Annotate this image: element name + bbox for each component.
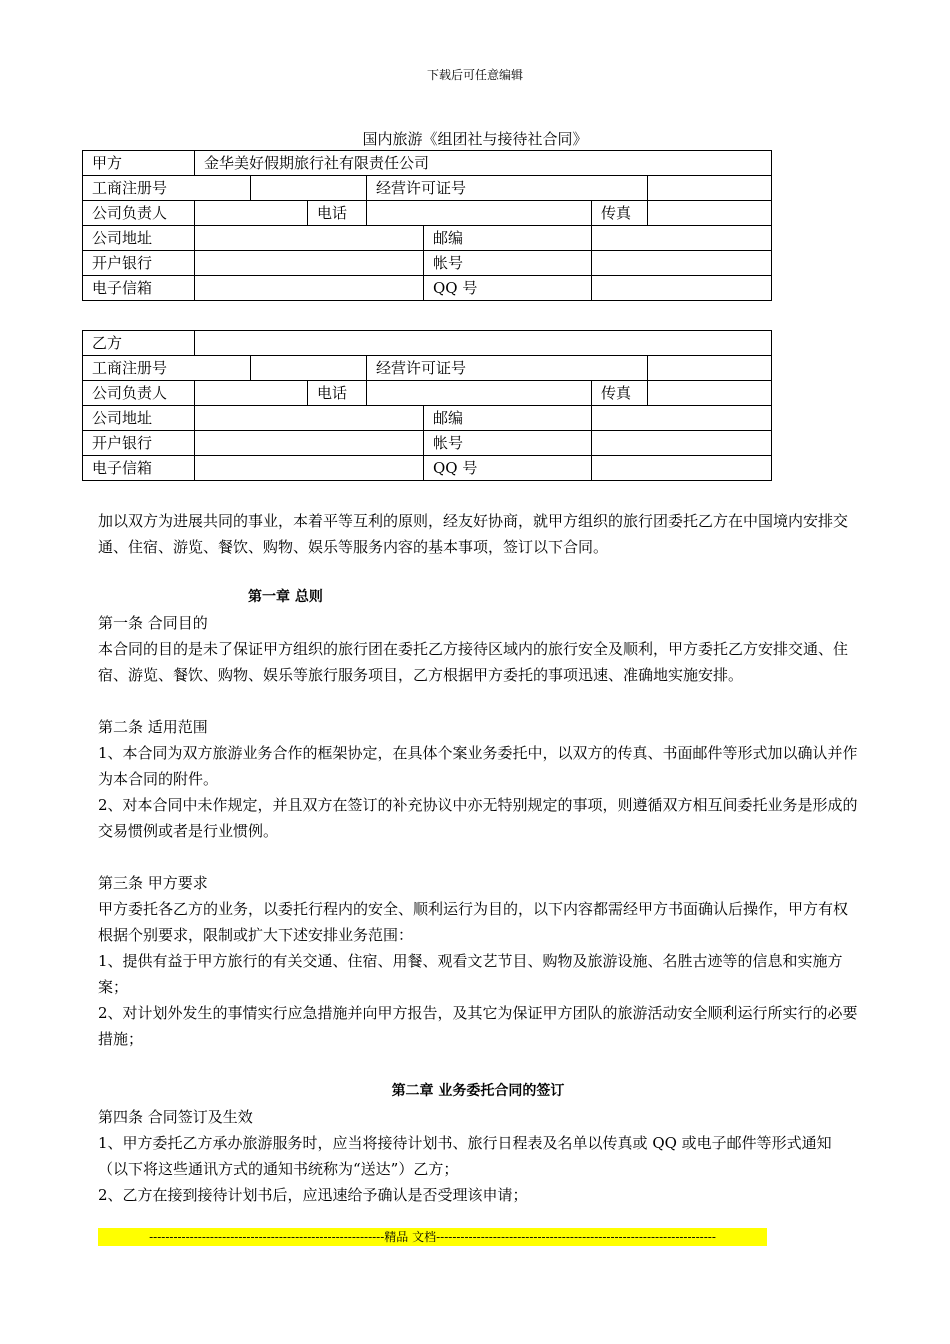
party-a-bank-value [195, 251, 424, 276]
party-b-license-label: 经营许可证号 [367, 356, 648, 381]
article1-text: 本合同的目的是未了保证甲方组织的旅行团在委托乙方接待区域内的旅行安全及顺利，甲方委托乙方安排交通、住宿、游览、餐饮、购物、娱乐等旅行服务项目，乙方根据甲方委托的事项迅速、准确地实施安排。 [98, 640, 849, 684]
party-a-license-value [648, 176, 772, 201]
contract-body [98, 582, 858, 1208]
article3-text: 甲方委托各乙方的业务，以委托行程内的安全、顺利运行为目的，以下内容都需经甲方书面确认后操作，甲方有权根据个别要求，限制或扩大下述安排业务范围： [98, 900, 849, 944]
party-b-phone-value [367, 381, 592, 406]
article1-title: 第一条 合同目的 [98, 614, 208, 632]
article3-item1: 1、提供有益于甲方旅行的有关交通、住宿、用餐、观看文艺节目、购物及旅游设施、名胜古迹等的信息和实施方案； [98, 952, 843, 996]
party-a-license-label: 经营许可证号 [367, 176, 648, 201]
article3-item2: 2、对计划外发生的事情实行应急措施并向甲方报告，及其它为保证甲方团队的旅游活动安全顺利运行所实行的必要措施； [98, 1004, 858, 1048]
party-b-bank-value [195, 431, 424, 456]
chapter1-heading: 第一章 总则 [248, 589, 323, 605]
party-b-manager-value [195, 381, 308, 406]
party-a-qq-value [592, 276, 772, 301]
article2-item1: 1、本合同为双方旅游业务合作的框架协定，在具体个案业务委托中，以双方的传真、书面邮件等形式加以确认并作为本合同的附件。 [98, 744, 858, 788]
party-b-address-label: 公司地址 [83, 406, 195, 431]
party-b-email-label: 电子信箱 [83, 456, 195, 481]
party-b-table [82, 330, 772, 481]
party-a-phone-label: 电话 [308, 201, 367, 226]
party-a-manager-value [195, 201, 308, 226]
contract-title: 国内旅游《组团社与接待社合同》 [362, 130, 588, 148]
intro-paragraph: 加以双方为进展共同的事业，本着平等互利的原则，经友好协商，就甲方组织的旅行团委托乙方在中国境内安排交通、住宿、游览、餐饮、购物、娱乐等服务内容的基本事项，签订以下合同。 [98, 512, 849, 556]
party-b-fax-label: 传真 [592, 381, 648, 406]
party-b-name [195, 331, 772, 356]
party-a-qq-label: QQ 号 [424, 276, 592, 301]
party-a-postcode-label: 邮编 [424, 226, 592, 251]
party-a-bank-label: 开户银行 [83, 251, 195, 276]
footer-watermark: ----------------------------------------------------------精品 文档--------------------------------------------------------------------- [98, 1228, 767, 1246]
party-b-email-value [195, 456, 424, 481]
party-a-postcode-value [592, 226, 772, 251]
chapter2-heading: 第二章 业务委托合同的签订 [391, 1083, 565, 1099]
party-b-license-value [648, 356, 772, 381]
article2-item2: 2、对本合同中未作规定，并且双方在签订的补充协议中亦无特别规定的事项，则遵循双方相互间委托业务是形成的交易惯例或者是行业惯例。 [98, 796, 858, 840]
party-a-reg-label: 工商注册号 [83, 176, 251, 201]
party-a-address-label: 公司地址 [83, 226, 195, 251]
party-b-bank-label: 开户银行 [83, 431, 195, 456]
party-b-fax-value [648, 381, 772, 406]
party-a-table [82, 150, 772, 301]
article3-title: 第三条 甲方要求 [98, 874, 208, 892]
article2-title: 第二条 适用范围 [98, 718, 208, 736]
party-a-phone-value [367, 201, 592, 226]
party-a-name: 金华美好假期旅行社有限责任公司 [195, 151, 772, 176]
article4-item1: 1、甲方委托乙方承办旅游服务时，应当将接待计划书、旅行日程表及名单以传真或 QQ 或电子邮件等形式通知（以下将这些通讯方式的通知书统称为“送达”）乙方； [98, 1134, 832, 1178]
party-a-account-label: 帐号 [424, 251, 592, 276]
party-b-postcode-value [592, 406, 772, 431]
party-a-manager-label: 公司负责人 [83, 201, 195, 226]
party-b-qq-label: QQ 号 [424, 456, 592, 481]
party-a-fax-value [648, 201, 772, 226]
party-a-address-value [195, 226, 424, 251]
party-b-reg-label: 工商注册号 [83, 356, 251, 381]
party-b-account-value [592, 431, 772, 456]
article4-title: 第四条 合同签订及生效 [98, 1108, 253, 1126]
party-a-email-label: 电子信箱 [83, 276, 195, 301]
party-b-postcode-label: 邮编 [424, 406, 592, 431]
party-b-address-value [195, 406, 424, 431]
party-b-manager-label: 公司负责人 [83, 381, 195, 406]
party-b-phone-label: 电话 [308, 381, 367, 406]
party-a-label: 甲方 [83, 151, 195, 176]
party-b-reg-value [251, 356, 367, 381]
party-a-reg-value [251, 176, 367, 201]
party-a-account-value [592, 251, 772, 276]
party-a-fax-label: 传真 [592, 201, 648, 226]
party-a-email-value [195, 276, 424, 301]
party-b-account-label: 帐号 [424, 431, 592, 456]
article4-item2: 2、乙方在接到接待计划书后，应迅速给予确认是否受理该申请； [98, 1186, 528, 1204]
party-b-label: 乙方 [83, 331, 195, 356]
party-b-qq-value [592, 456, 772, 481]
download-note: 下载后可任意编辑 [426, 68, 523, 82]
